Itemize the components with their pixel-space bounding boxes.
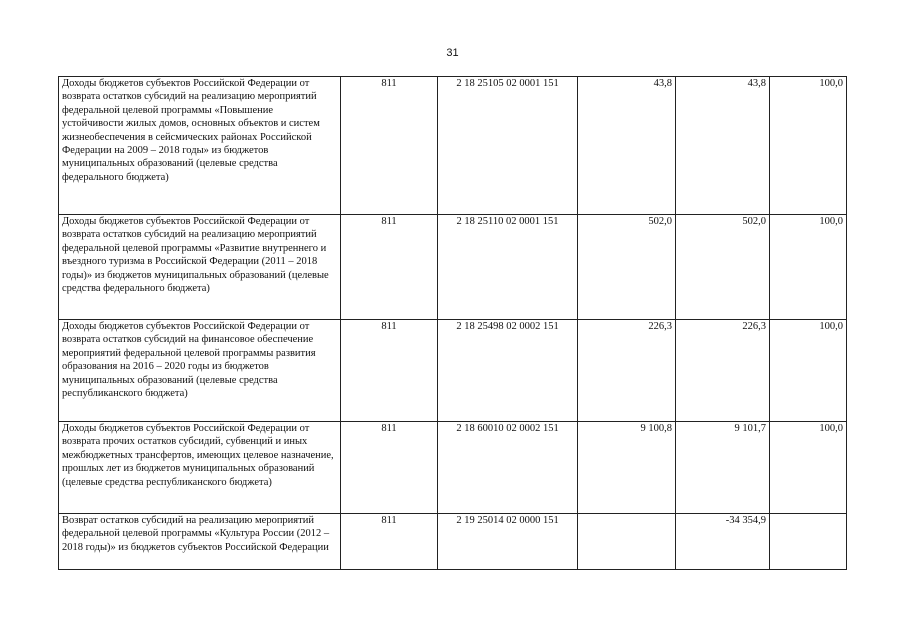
revenue-name-cell: Доходы бюджетов субъектов Российской Федерации от возврата остатков субсидий на финансовое обеспечение мероприятий федеральной целевой программы развития образования на 2016 – 2020 годы из бюджетов муниципальных образований (целевые средства республиканского бюджета) bbox=[59, 320, 341, 422]
table-row bbox=[59, 514, 847, 570]
table-row bbox=[59, 320, 847, 422]
table-row bbox=[59, 215, 847, 320]
budget-code-cell: 2 19 25014 02 0000 151 bbox=[438, 514, 578, 570]
admin-code-cell: 811 bbox=[341, 514, 438, 570]
revenue-name-cell: Доходы бюджетов субъектов Российской Федерации от возврата прочих остатков субсидий, субвенций и иных межбюджетных трансфертов, имеющих целевое назначение, прошлых лет из бюджетов муниципальных образований (целевые средства республиканского бюджета) bbox=[59, 422, 341, 514]
percent-cell bbox=[770, 514, 847, 570]
budget-revenue-table bbox=[58, 76, 847, 570]
percent-cell: 100,0 bbox=[770, 320, 847, 422]
percent-cell: 100,0 bbox=[770, 422, 847, 514]
revenue-name-cell: Доходы бюджетов субъектов Российской Федерации от возврата остатков субсидий на реализацию мероприятий федеральной целевой программы «Развитие внутреннего и въездного туризма в Российской Федерации (2011 – 2018 годы)» из бюджетов муниципальных образований (целевые средства федерального бюджета) bbox=[59, 215, 341, 320]
table-row bbox=[59, 422, 847, 514]
budget-code-cell: 2 18 60010 02 0002 151 bbox=[438, 422, 578, 514]
planned-value-cell: 43,8 bbox=[578, 77, 676, 215]
admin-code-cell: 811 bbox=[341, 422, 438, 514]
revenue-name-cell: Доходы бюджетов субъектов Российской Федерации от возврата остатков субсидий на реализацию мероприятий федеральной целевой программы «Повышение устойчивости жилых домов, основных объектов и систем жизнеобеспечения в сейсмических районах Российской Федерации на 2009 – 2018 годы» из бюджетов муниципальных образований (целевые средства федерального бюджета) bbox=[59, 77, 341, 215]
budget-code-cell: 2 18 25498 02 0002 151 bbox=[438, 320, 578, 422]
percent-cell: 100,0 bbox=[770, 215, 847, 320]
planned-value-cell: 9 100,8 bbox=[578, 422, 676, 514]
actual-value-cell: -34 354,9 bbox=[676, 514, 770, 570]
percent-cell: 100,0 bbox=[770, 77, 847, 215]
planned-value-cell bbox=[578, 514, 676, 570]
page-number: 31 bbox=[446, 47, 459, 59]
budget-code-cell: 2 18 25110 02 0001 151 bbox=[438, 215, 578, 320]
actual-value-cell: 9 101,7 bbox=[676, 422, 770, 514]
revenue-name-cell: Возврат остатков субсидий на реализацию мероприятий федеральной целевой программы «Культура России (2012 – 2018 годы)» из бюджетов субъектов Российской Федерации bbox=[59, 514, 341, 570]
admin-code-cell: 811 bbox=[341, 77, 438, 215]
table-row bbox=[59, 77, 847, 215]
admin-code-cell: 811 bbox=[341, 215, 438, 320]
budget-code-cell: 2 18 25105 02 0001 151 bbox=[438, 77, 578, 215]
actual-value-cell: 43,8 bbox=[676, 77, 770, 215]
planned-value-cell: 226,3 bbox=[578, 320, 676, 422]
admin-code-cell: 811 bbox=[341, 320, 438, 422]
planned-value-cell: 502,0 bbox=[578, 215, 676, 320]
actual-value-cell: 226,3 bbox=[676, 320, 770, 422]
actual-value-cell: 502,0 bbox=[676, 215, 770, 320]
